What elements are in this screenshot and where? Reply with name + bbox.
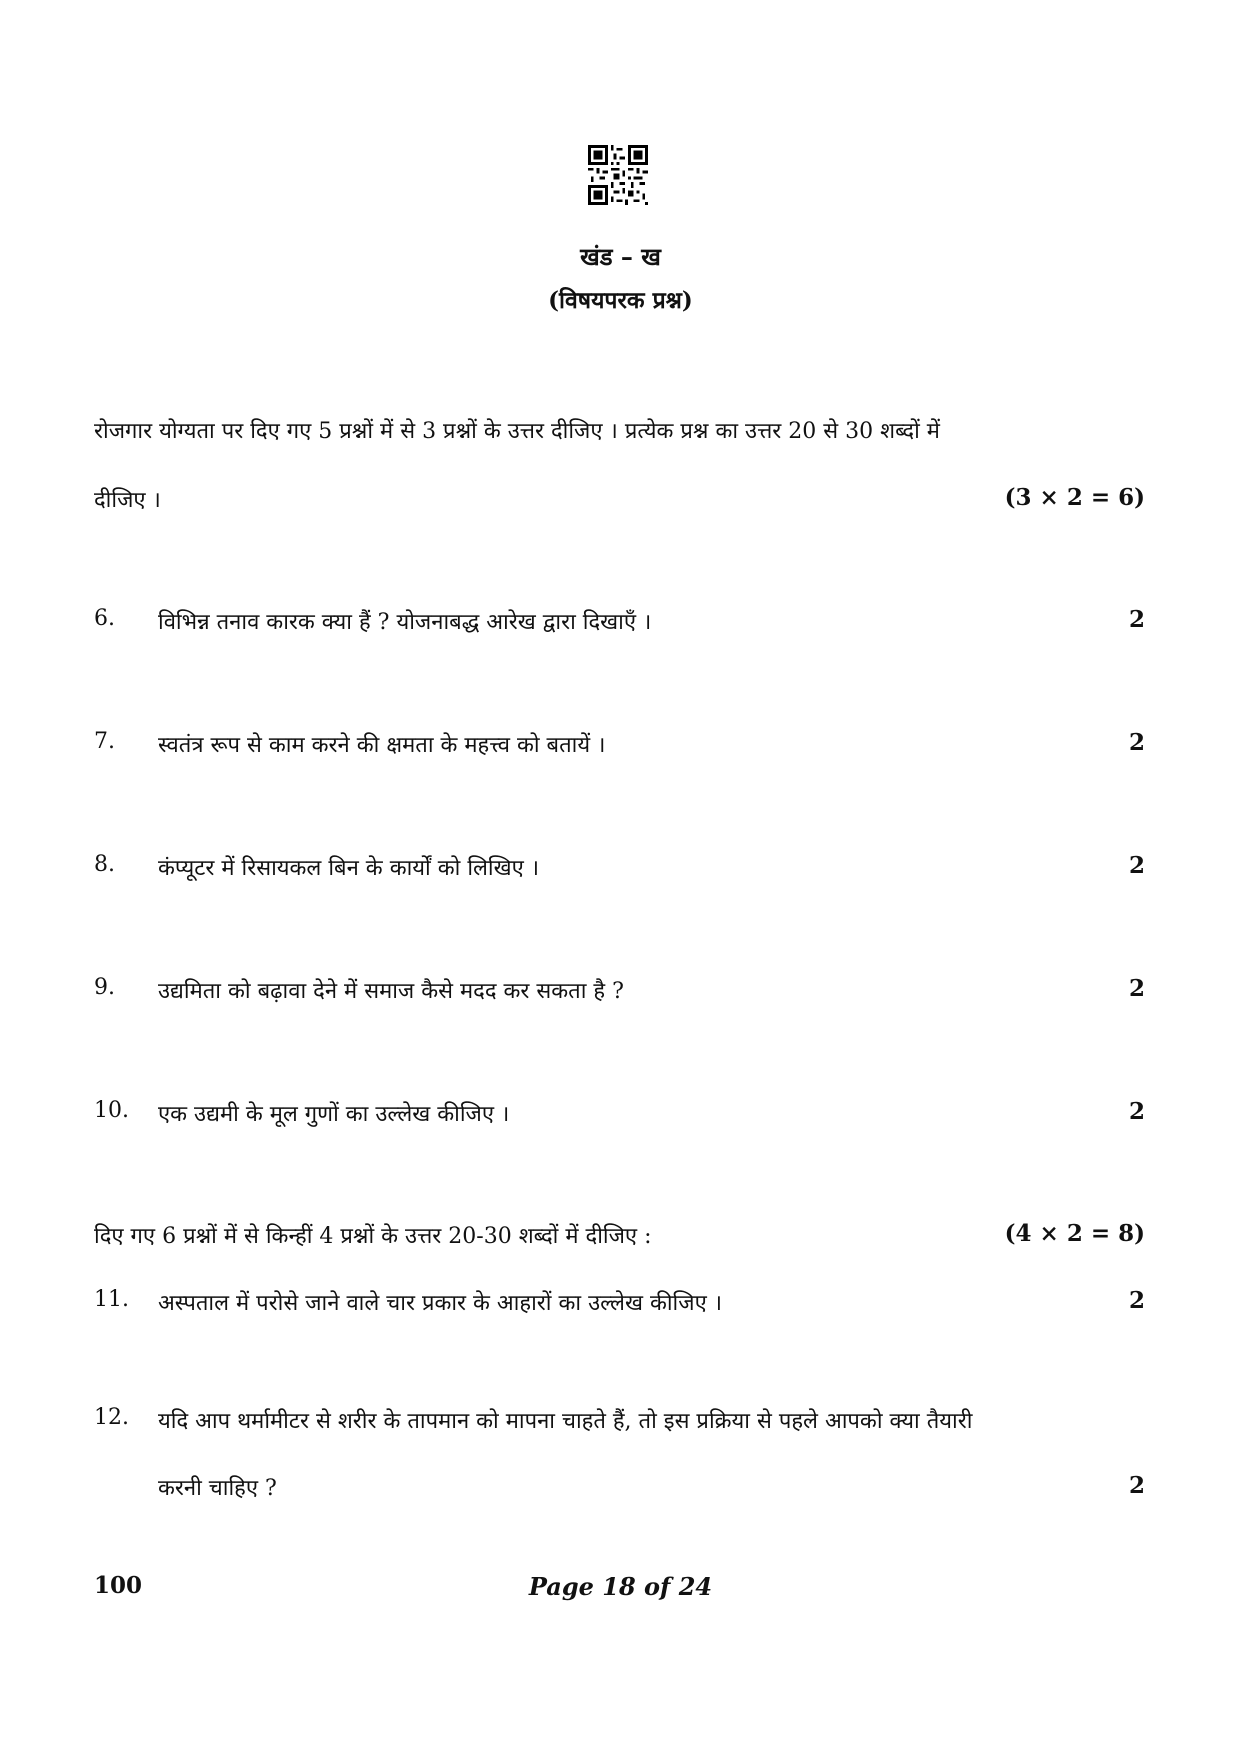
instruction-2-marks: (4 × 2 = 8) — [1004, 1220, 1145, 1247]
section-title: खंड – ख — [580, 242, 661, 271]
question-marks: 2 — [1128, 1472, 1145, 1499]
question-marks: 2 — [1128, 852, 1145, 879]
question-text: कंप्यूटर में रिसायकल बिन के कार्यों को लिखिए । — [158, 856, 540, 881]
question-text: उद्यमिता को बढ़ावा देने में समाज कैसे मदद कर सकता है ? — [158, 979, 624, 1004]
instruction-1-line-1: रोजगार योग्यता पर दिए गए 5 प्रश्नों में से 3 प्रश्नों के उत्तर दीजिए । प्रत्येक प्रश्न का उत्तर 20 से 30 शब्दों में — [94, 419, 940, 444]
question-number: 9. — [94, 975, 115, 1000]
instruction-2: दिए गए 6 प्रश्नों में से किन्हीं 4 प्रश्नों के उत्तर 20-30 शब्दों में दीजिए : — [94, 1224, 652, 1249]
qr-code-icon — [588, 145, 648, 205]
question-number: 6. — [94, 606, 115, 631]
question-text: अस्पताल में परोसे जाने वाले चार प्रकार के आहारों का उल्लेख कीजिए । — [158, 1291, 723, 1316]
question-text-line-2: करनी चाहिए ? — [158, 1476, 277, 1501]
question-text: स्वतंत्र रूप से काम करने की क्षमता के महत्त्व को बतायें । — [158, 733, 606, 758]
question-text-line-1: यदि आप थर्मामीटर से शरीर के तापमान को मापना चाहते हैं, तो इस प्रक्रिया से पहले आपको क्या तैयारी — [158, 1409, 973, 1434]
question-number: 10. — [94, 1098, 129, 1123]
page-number: Page 18 of 24 — [528, 1572, 713, 1601]
question-text: एक उद्यमी के मूल गुणों का उल्लेख कीजिए । — [158, 1102, 510, 1127]
question-marks: 2 — [1128, 1287, 1145, 1314]
paper-code: 100 — [94, 1572, 143, 1599]
instruction-1-line-2: दीजिए । — [94, 488, 161, 513]
question-number: 11. — [94, 1287, 129, 1312]
section-subtitle: (विषयपरक प्रश्न) — [548, 287, 693, 314]
question-marks: 2 — [1128, 606, 1145, 633]
question-marks: 2 — [1128, 729, 1145, 756]
question-number: 7. — [94, 729, 115, 754]
question-number: 12. — [94, 1405, 129, 1430]
question-marks: 2 — [1128, 975, 1145, 1002]
instruction-1-marks: (3 × 2 = 6) — [1004, 484, 1145, 511]
question-number: 8. — [94, 852, 115, 877]
question-text: विभिन्न तनाव कारक क्या हैं ? योजनाबद्ध आरेख द्वारा दिखाएँ । — [158, 610, 652, 635]
question-marks: 2 — [1128, 1098, 1145, 1125]
